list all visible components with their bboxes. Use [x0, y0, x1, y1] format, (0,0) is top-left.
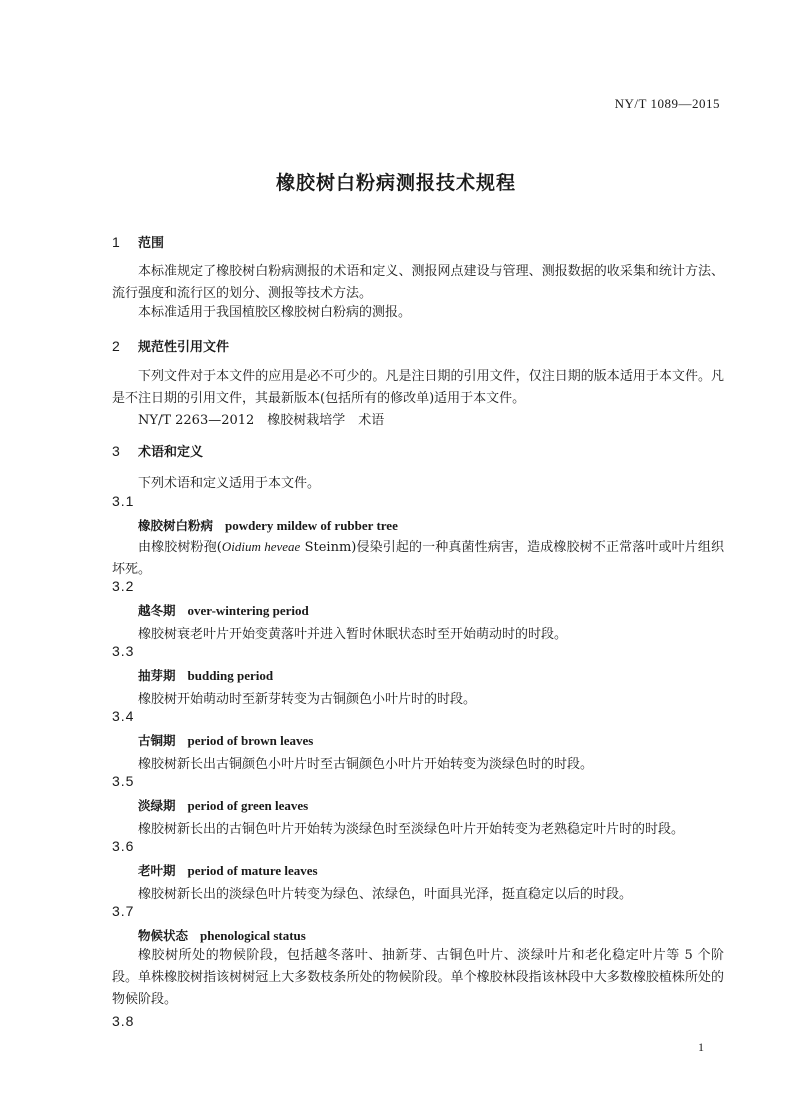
clause-number: 3.1: [112, 493, 135, 509]
section-title: 范围: [138, 236, 165, 251]
section-heading-terms: [112, 441, 203, 460]
standard-code: NY/T 1089—2015: [614, 96, 720, 111]
section-heading-scope: [112, 232, 164, 251]
clause-number: 3.2: [112, 578, 135, 594]
term-chinese: 淡绿期: [138, 798, 176, 813]
term-entry: [138, 601, 309, 619]
term-chinese: 物候状态: [138, 928, 189, 943]
term-chinese: 古铜期: [138, 733, 176, 748]
clause-number: 3.3: [112, 643, 135, 659]
section-title: 规范性引用文件: [138, 340, 230, 355]
term-definition: 橡胶树所处的物候阶段，包括越冬落叶、抽新芽、古铜色叶片、淡绿叶片和老化稳定叶片等 5 个阶段。单株橡胶树指该树树冠上大多数枝条所处的物候阶段。单个橡胶林段指该林段中大多数橡胶植株所处的物候阶段。: [112, 948, 724, 1007]
page-number: 1: [698, 1040, 704, 1054]
term-entry: [138, 516, 398, 534]
term-definition: 橡胶树新长出古铜颜色小叶片时至古铜颜色小叶片开始转变为淡绿色时的时段。: [138, 757, 594, 772]
reference-item: NY/T 2263—2012 橡胶树栽培学 术语: [138, 413, 385, 428]
clause-number: 3.8: [112, 1013, 135, 1029]
terms-intro: 下列术语和定义适用于本文件。: [138, 476, 321, 491]
term-entry: [138, 796, 308, 814]
clause-number: 3.4: [112, 708, 135, 724]
term-chinese: 老叶期: [138, 863, 176, 878]
term-definition: 由橡胶树粉孢(Oidium heveae Steinm)侵染引起的一种真菌性病害，造成橡胶树不正常落叶或叶片组织坏死。: [112, 539, 724, 577]
clause-number: 3.6: [112, 838, 135, 854]
section-number: 1: [112, 234, 120, 250]
section-number: 2: [112, 338, 120, 354]
term-english: phenological status: [200, 928, 306, 943]
term-english: powdery mildew of rubber tree: [225, 518, 398, 533]
section-title: 术语和定义: [138, 445, 204, 460]
scope-paragraph-1: 本标准规定了橡胶树白粉病测报的术语和定义、测报网点建设与管理、测报数据的收采集和统计方法、流行强度和流行区的划分、测报等技术方法。: [112, 264, 724, 301]
term-chinese: 橡胶树白粉病: [138, 518, 214, 533]
term-definition: 橡胶树新长出的淡绿色叶片转变为绿色、浓绿色，叶面具光泽，挺直稳定以后的时段。: [138, 887, 633, 902]
term-english: budding period: [187, 668, 274, 683]
references-paragraph: 下列文件对于本文件的应用是必不可少的。凡是注日期的引用文件，仅注日期的版本适用于本文件。凡是不注日期的引用文件，其最新版本(包括所有的修改单)适用于本文件。: [112, 369, 724, 406]
term-definition: 橡胶树开始萌动时至新芽转变为古铜颜色小叶片时的时段。: [138, 692, 477, 707]
section-number: 3: [112, 443, 120, 459]
term-definition: 橡胶树衰老叶片开始变黄落叶并进入暂时休眠状态时至开始萌动时的时段。: [138, 627, 568, 642]
term-english: period of green leaves: [187, 798, 309, 813]
term-english: period of brown leaves: [187, 733, 314, 748]
latin-name: Oidium heveae: [221, 539, 301, 554]
term-entry: [138, 731, 313, 749]
term-chinese: 抽芽期: [138, 668, 176, 683]
clause-number: 3.7: [112, 903, 135, 919]
term-entry: [138, 861, 318, 879]
term-english: over-wintering period: [187, 603, 309, 618]
term-entry: [138, 666, 273, 684]
scope-paragraph-2: 本标准适用于我国植胶区橡胶树白粉病的测报。: [138, 305, 412, 320]
term-english: period of mature leaves: [187, 863, 318, 878]
term-chinese: 越冬期: [138, 603, 176, 618]
clause-number: 3.5: [112, 773, 135, 789]
document-title: 橡胶树白粉病测报技术规程: [275, 172, 516, 194]
term-definition: 橡胶树新长出的古铜色叶片开始转为淡绿色时至淡绿色叶片开始转变为老熟稳定叶片时的时段。: [138, 822, 685, 837]
term-entry: [138, 926, 306, 944]
section-heading-normative-references: [112, 336, 229, 355]
